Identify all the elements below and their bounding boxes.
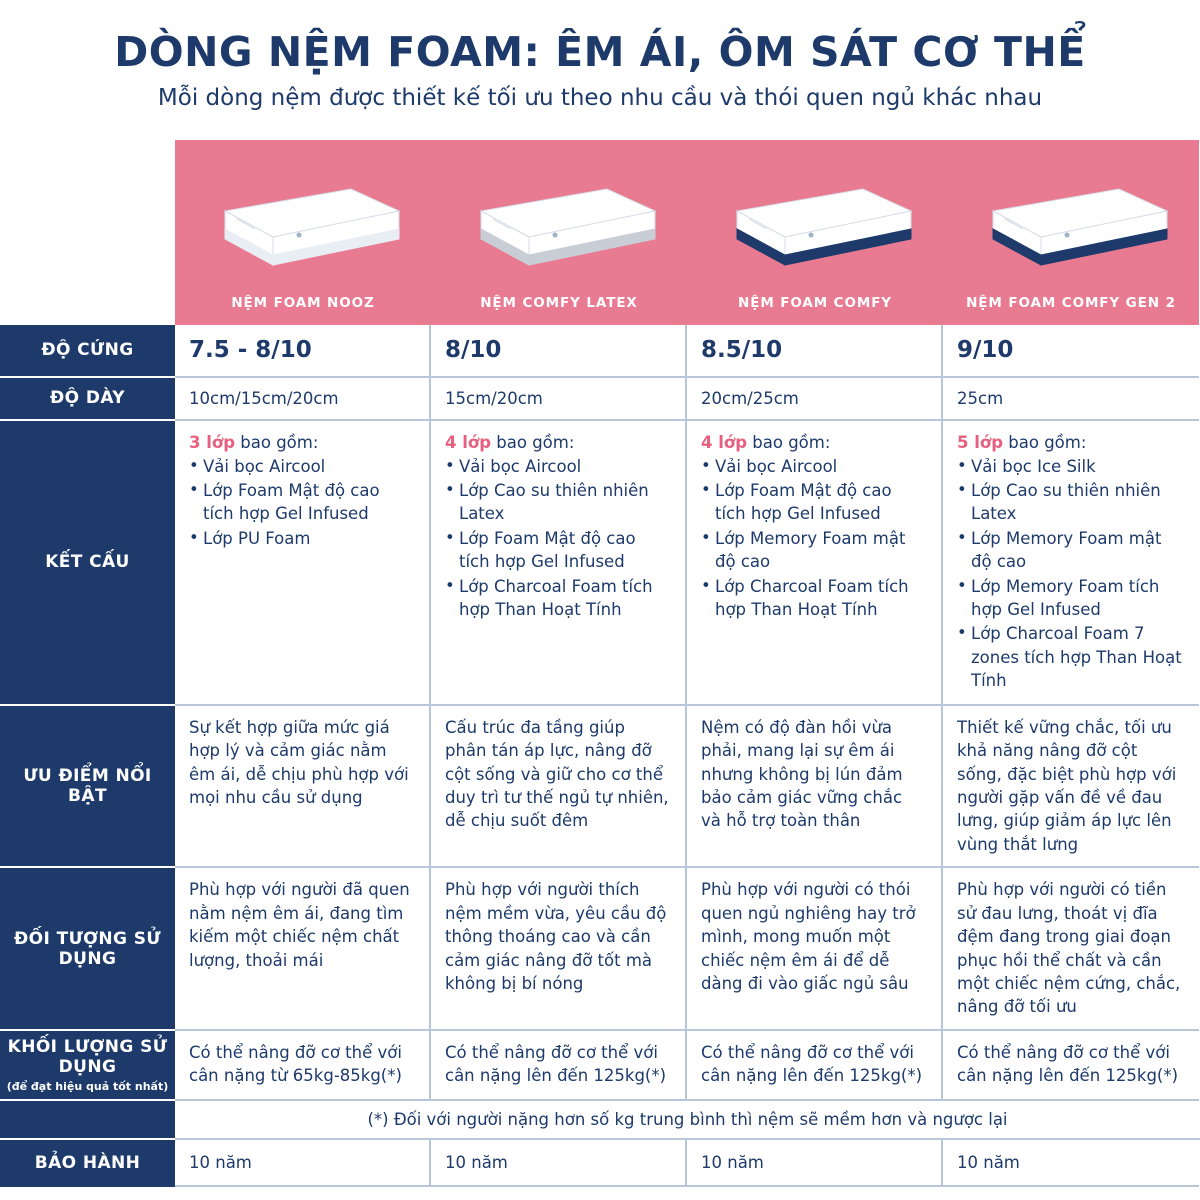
product-name: NỆM COMFY LATEX <box>480 295 638 311</box>
mattress-image <box>459 171 659 281</box>
row-warranty <box>0 1140 1200 1187</box>
structure-layer-item: • Lớp Cao su thiên nhiên Latex <box>957 479 1185 526</box>
warranty-value: 10 năm <box>175 1140 431 1187</box>
mattress-image <box>971 171 1171 281</box>
mattress-image <box>203 171 403 281</box>
structure-layer-item: • Lớp Memory Foam mật độ cao <box>957 527 1185 574</box>
product-header-cell[interactable] <box>431 140 687 325</box>
footnote-label-spacer <box>0 1101 175 1140</box>
mattress-image <box>715 171 915 281</box>
structure-layer-item: • Lớp PU Foam <box>189 527 415 550</box>
thickness-cells <box>175 378 1200 421</box>
structure-layer-item: • Vải bọc Aircool <box>189 455 415 478</box>
row-structure <box>0 421 1200 706</box>
hardness-value: 9/10 <box>943 325 1199 378</box>
page-title: DÒNG NỆM FOAM: ÊM ÁI, ÔM SÁT CƠ THỂ <box>114 28 1086 76</box>
warranty-value: 10 năm <box>943 1140 1199 1187</box>
thickness-value: 20cm/25cm <box>687 378 943 421</box>
mattress-illustration <box>203 171 403 281</box>
row-label-warranty: BẢO HÀNH <box>0 1140 175 1187</box>
structure-layer-count: 4 lớp bao gồm: <box>701 433 831 453</box>
row-thickness <box>0 378 1200 421</box>
row-hardness <box>0 325 1200 378</box>
thickness-value: 25cm <box>943 378 1199 421</box>
structure-layer-item: • Lớp Memory Foam mật độ cao <box>701 527 927 574</box>
corner-spacer <box>0 140 175 325</box>
structure-cell <box>431 421 687 706</box>
product-header-cell[interactable] <box>687 140 943 325</box>
row-label-advantages-text: ƯU ĐIỂM NỔI BẬT <box>23 765 152 806</box>
structure-layer-count: 3 lớp bao gồm: <box>189 433 319 453</box>
hardness-cells <box>175 325 1200 378</box>
warranty-cells <box>175 1140 1200 1187</box>
structure-layer-item: • Lớp Foam Mật độ cao tích hợp Gel Infused <box>189 479 415 526</box>
target-cells <box>175 868 1200 1031</box>
hardness-value: 8.5/10 <box>687 325 943 378</box>
mattress-illustration <box>459 171 659 281</box>
product-name: NỆM FOAM NOOZ <box>231 295 375 311</box>
target-text: Phù hợp với người đã quen nằm nệm êm ái, đang tìm kiếm một chiếc nệm chất lượng, thoải mái <box>175 868 431 1031</box>
advantages-cells <box>175 706 1200 869</box>
structure-layer-item: • Lớp Charcoal Foam 7 zones tích hợp Than Hoạt Tính <box>957 622 1185 692</box>
row-label-advantages <box>0 706 175 869</box>
weight-text: Có thể nâng đỡ cơ thể với cân nặng từ 65kg-85kg(*) <box>175 1031 431 1101</box>
advantage-text: Cấu trúc đa tầng giúp phân tán áp lực, nâng đỡ cột sống và giữ cho cơ thể duy trì tư thế ngủ tự nhiên, dễ chịu suốt đêm <box>431 706 687 869</box>
structure-layer-item: • Lớp Charcoal Foam tích hợp Than Hoạt Tính <box>445 575 671 622</box>
weight-text: Có thể nâng đỡ cơ thể với cân nặng lên đến 125kg(*) <box>687 1031 943 1101</box>
structure-layer-item: • Vải bọc Ice Silk <box>957 455 1185 478</box>
structure-layer-item: • Lớp Memory Foam tích hợp Gel Infused <box>957 575 1185 622</box>
mattress-illustration <box>715 171 915 281</box>
page-subtitle: Mỗi dòng nệm được thiết kế tối ưu theo nhu cầu và thói quen ngủ khác nhau <box>157 85 1043 112</box>
warranty-value: 10 năm <box>687 1140 943 1187</box>
row-label-hardness: ĐỘ CỨNG <box>0 325 175 378</box>
row-label-target: ĐỐI TƯỢNG SỬ DỤNG <box>0 868 175 1031</box>
mattress-illustration <box>971 171 1171 281</box>
structure-cell <box>175 421 431 706</box>
row-label-weight <box>0 1031 175 1101</box>
product-name: NỆM FOAM COMFY GEN 2 <box>966 295 1176 311</box>
product-header-cell[interactable] <box>943 140 1199 325</box>
thickness-value: 10cm/15cm/20cm <box>175 378 431 421</box>
structure-layer-item: • Lớp Cao su thiên nhiên Latex <box>445 479 671 526</box>
warranty-value: 10 năm <box>431 1140 687 1187</box>
thickness-value: 15cm/20cm <box>431 378 687 421</box>
product-header-row <box>0 140 1200 325</box>
structure-cell <box>943 421 1199 706</box>
product-cells <box>175 140 1200 325</box>
structure-layer-count: 5 lớp bao gồm: <box>957 433 1087 453</box>
advantage-text: Thiết kế vững chắc, tối ưu khả năng nâng đỡ cột sống, đặc biệt phù hợp với người gặp vấn đề về đau lưng, giúp giảm áp lực lên vùng thắt lưng <box>943 706 1199 869</box>
hardness-value: 7.5 - 8/10 <box>175 325 431 378</box>
weight-text: Có thể nâng đỡ cơ thể với cân nặng lên đến 125kg(*) <box>431 1031 687 1101</box>
structure-layer-list <box>957 455 1185 693</box>
weight-cells <box>175 1031 1200 1101</box>
structure-layer-item: • Lớp Foam Mật độ cao tích hợp Gel Infused <box>445 527 671 574</box>
structure-layer-list <box>701 455 927 622</box>
row-label-weight-text: KHỐI LƯỢNG SỬ DỤNG <box>7 1036 168 1077</box>
product-header-cell[interactable] <box>175 140 431 325</box>
header <box>0 0 1200 113</box>
weight-text: Có thể nâng đỡ cơ thể với cân nặng lên đến 125kg(*) <box>943 1031 1199 1101</box>
footnote-row <box>0 1101 1200 1140</box>
structure-layer-item: • Vải bọc Aircool <box>445 455 671 478</box>
structure-layer-list <box>189 455 415 551</box>
advantage-text: Sự kết hợp giữa mức giá hợp lý và cảm giác nằm êm ái, dễ chịu phù hợp với mọi nhu cầu sử dụng <box>175 706 431 869</box>
row-label-thickness: ĐỘ DÀY <box>0 378 175 421</box>
product-name: NỆM FOAM COMFY <box>738 295 892 311</box>
structure-cell <box>687 421 943 706</box>
structure-cells <box>175 421 1200 706</box>
hardness-value: 8/10 <box>431 325 687 378</box>
row-label-structure: KẾT CẤU <box>0 421 175 706</box>
row-label-weight-sub: (để đạt hiệu quả tốt nhất) <box>6 1079 169 1093</box>
row-target <box>0 868 1200 1031</box>
comparison-table <box>0 140 1200 1187</box>
target-text: Phù hợp với người thích nệm mềm vừa, yêu cầu độ thông thoáng cao và cần cảm giác nâng đỡ tốt mà không bị bí nóng <box>431 868 687 1031</box>
advantage-text: Nệm có độ đàn hồi vừa phải, mang lại sự êm ái nhưng không bị lún đảm bảo cảm giác vững chắc và hỗ trợ toàn thân <box>687 706 943 869</box>
row-weight <box>0 1031 1200 1101</box>
target-text: Phù hợp với người có tiền sử đau lưng, thoát vị đĩa đệm đang trong giai đoạn phục hồi thể chất và cần một chiếc nệm cứng, chắc, nâng đỡ tối ưu <box>943 868 1199 1031</box>
structure-layer-list <box>445 455 671 622</box>
structure-layer-count: 4 lớp bao gồm: <box>445 433 575 453</box>
target-text: Phù hợp với người có thói quen ngủ nghiêng hay trở mình, mong muốn một chiếc nệm êm ái để dễ dàng đi vào giấc ngủ sâu <box>687 868 943 1031</box>
footnote-text: (*) Đối với người nặng hơn số kg trung bình thì nệm sẽ mềm hơn và ngược lại <box>175 1101 1200 1140</box>
structure-layer-item: • Lớp Foam Mật độ cao tích hợp Gel Infused <box>701 479 927 526</box>
row-advantages <box>0 706 1200 869</box>
structure-layer-item: • Lớp Charcoal Foam tích hợp Than Hoạt Tính <box>701 575 927 622</box>
structure-layer-item: • Vải bọc Aircool <box>701 455 927 478</box>
